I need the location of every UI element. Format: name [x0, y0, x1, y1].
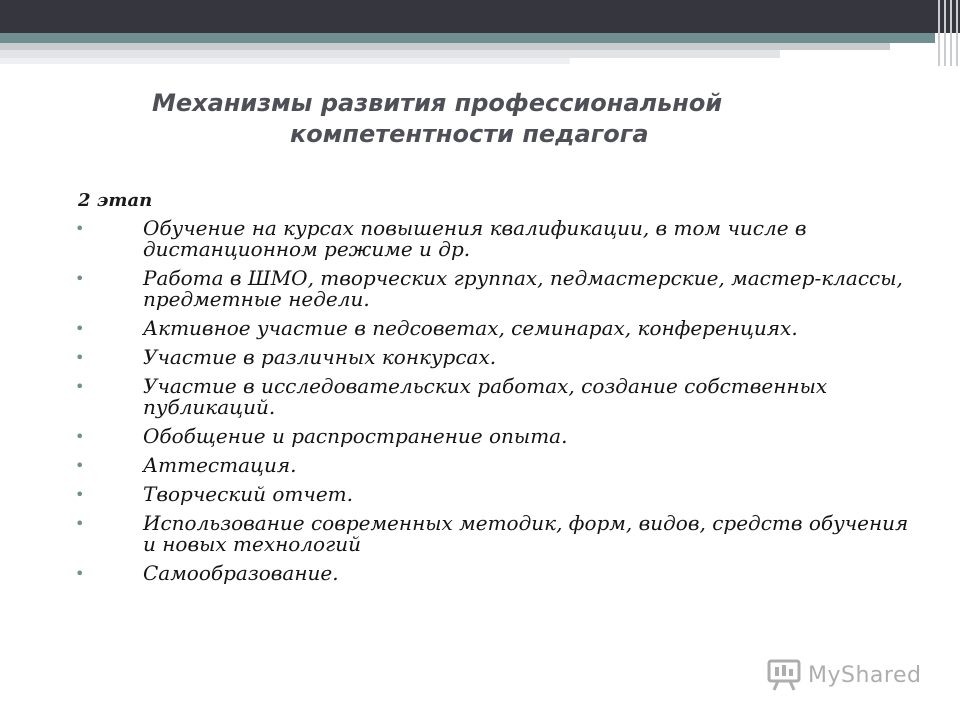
- bullet-icon: •: [75, 269, 85, 288]
- list-item-text: Активное участие в педсоветах, семинарах, конференциях.: [143, 316, 798, 340]
- bullet-icon: •: [75, 427, 85, 446]
- presentation-board-icon: [766, 657, 802, 693]
- list-item: [75, 455, 925, 476]
- slide-title: [90, 88, 870, 150]
- watermark-text: MyShared: [808, 662, 922, 688]
- list-item-text: Обобщение и распространение опыта.: [143, 424, 568, 448]
- list-item-text: Аттестация.: [143, 453, 297, 477]
- list-item: [75, 484, 925, 505]
- list-item-text: Использование современных методик, форм, видов, средств обучения и новых технологий: [143, 511, 909, 556]
- list-item: [75, 563, 925, 584]
- list-item: [75, 376, 925, 418]
- list-item-text: Творческий отчет.: [143, 482, 353, 506]
- bullet-icon: •: [75, 377, 85, 396]
- list-item: [75, 513, 925, 555]
- list-item-text: Самообразование.: [143, 561, 339, 585]
- slide-title-line-1: Механизмы развития профессиональной: [152, 89, 723, 117]
- bullet-icon: •: [75, 456, 85, 475]
- decorative-vertical-lines: [936, 0, 960, 66]
- list-item-text: Участие в исследовательских работах, создание собственных публикаций.: [143, 374, 828, 419]
- list-item: [75, 218, 925, 260]
- mechanisms-list: [75, 218, 925, 592]
- bullet-icon: •: [75, 485, 85, 504]
- header-stripe-light-1: [0, 43, 890, 50]
- watermark: [766, 655, 921, 695]
- slide-title-line-2: компетентности педагога: [290, 120, 649, 148]
- list-item: [75, 347, 925, 368]
- list-item: [75, 268, 925, 310]
- bullet-icon: •: [75, 319, 85, 338]
- list-item: [75, 318, 925, 339]
- list-item-text: Участие в различных конкурсах.: [143, 345, 497, 369]
- bullet-icon: •: [75, 348, 85, 367]
- stage-heading: 2 этап: [78, 190, 153, 211]
- list-item-text: Работа в ШМО, творческих группах, педмастерские, мастер-классы, предметные недели.: [143, 266, 903, 311]
- bullet-icon: •: [75, 219, 85, 238]
- list-item: [75, 426, 925, 447]
- header-accent-stripe: [0, 33, 935, 43]
- list-item-text: Обучение на курсах повышения квалификации, в том числе в дистанционном режиме и др.: [143, 216, 807, 261]
- header-stripe-light-2: [0, 50, 780, 58]
- bullet-icon: •: [75, 564, 85, 583]
- bullet-icon: •: [75, 514, 85, 533]
- header-stripe-light-3: [0, 58, 570, 64]
- header-bar: [0, 0, 960, 33]
